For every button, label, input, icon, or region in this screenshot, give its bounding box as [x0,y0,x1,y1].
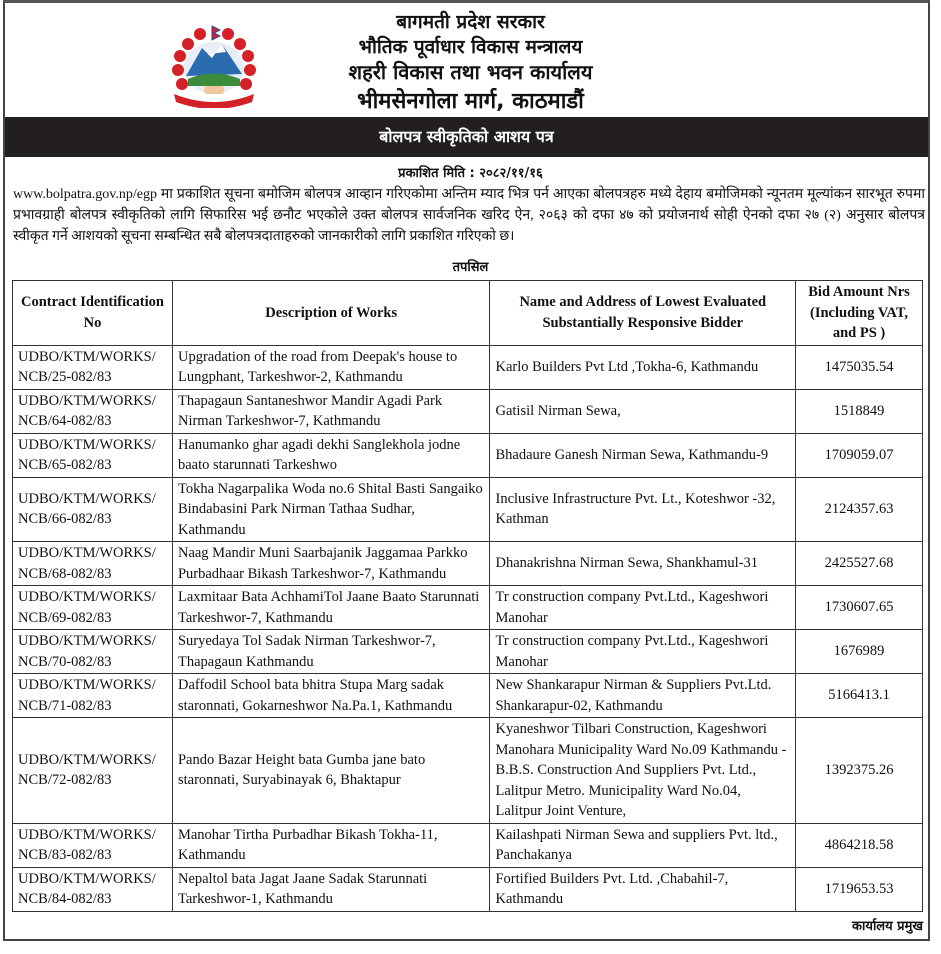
bidder-cell: Tr construction company Pvt.Ltd., Kageshwori Manohar [490,630,796,674]
bidder-cell: Inclusive Infrastructure Pvt. Lt., Koteshwor -32, Kathman [490,477,796,542]
description-cell: Thapagaun Santaneshwor Mandir Agadi Park Nirman Tarkeshwor-7, Kathmandu [172,389,490,433]
description-cell: Nepaltol bata Jagat Jaane Sadak Starunnati Tarkeshwor-1, Kathmandu [172,867,490,911]
description-cell: Laxmitaar Bata AchhamiTol Jaane Baato Starunnati Tarkeshwor-7, Kathmandu [172,586,490,630]
header-amount: Bid Amount Nrs (Including VAT, and PS ) [796,281,923,346]
amount-cell: 2425527.68 [796,542,923,586]
header-line-4: भीमसेनगोला मार्ग, काठमाडौं [357,89,584,114]
amount-cell: 1709059.07 [796,433,923,477]
bidder-cell: Fortified Builders Pvt. Ltd. ,Chabahil-7, Kathmandu [490,867,796,911]
header-description: Description of Works [172,281,490,346]
amount-cell: 1392375.26 [796,718,923,824]
header-line-1: बागमती प्रदेश सरकार [396,11,545,33]
table-row [13,867,923,911]
amount-cell: 1719653.53 [796,867,923,911]
notice-body: www.bolpatra.gov.np/egp मा प्रकाशित सूचना बमोजिम बोलपत्र आव्हान गरिएकोमा अन्तिम म्याद भित्र पर्न आएका बोलपत्रहरु मध्ये देहाय बमोजिमको न्यूनतम मूल्यांकन सारभूत रुपमा प्रभावग्राही बोलपत्र स्वीकृतिको लागि सिफारिस भई छनौट भएकोले उक्त बोलपत्र सार्वजनिक खरिद ऐन, २०६३ को दफा ४७ को प्रयोजनार्थ सोही ऐनको दफा २७ (२) अनुसार बोलपत्र स्वीकृत गर्ने आशयको सूचना सम्बन्धित सबै बोलपत्रदाताहरुको जानकारीको लागि प्रकाशित गरिएको छ। [13,187,925,244]
notice-title: बोलपत्र स्वीकृतिको आशय पत्र [5,117,928,157]
table-row [13,389,923,433]
header-bidder: Name and Address of Lowest Evaluated Substantially Responsive Bidder [490,281,796,346]
table-row [13,542,923,586]
contract-id-cell: UDBO/KTM/WORKS/NCB/68-082/83 [13,542,173,586]
table-row [13,433,923,477]
description-cell: Hanumanko ghar agadi dekhi Sanglekhola jodne baato starunnati Tarkeshwo [172,433,490,477]
description-cell: Upgradation of the road from Deepak's house to Lungphant, Tarkeshwor-2, Kathmandu [172,345,490,389]
bidder-cell: Kyaneshwor Tilbari Construction, Kageshwori Manohara Municipality Ward No.09 Kathmandu -B.B.S. Construction And Suppliers Pvt. Ltd., Lalitpur Metro. Municipality Ward No.04, Lalitpur Joint Venture, [490,718,796,824]
contract-id-cell: UDBO/KTM/WORKS/NCB/84-082/83 [13,867,173,911]
description-cell: Manohar Tirtha Purbadhar Bikash Tokha-11, Kathmandu [172,823,490,867]
table-row [13,477,923,542]
description-cell: Pando Bazar Height bata Gumba jane bato staronnati, Suryabinayak 6, Bhaktapur [172,718,490,824]
contract-id-cell: UDBO/KTM/WORKS/NCB/72-082/83 [13,718,173,824]
bidder-cell: Kailashpati Nirman Sewa and suppliers Pvt. ltd., Panchakanya [490,823,796,867]
contract-id-cell: UDBO/KTM/WORKS/NCB/83-082/83 [13,823,173,867]
contract-id-cell: UDBO/KTM/WORKS/NCB/71-082/83 [13,674,173,718]
contract-id-cell: UDBO/KTM/WORKS/NCB/65-082/83 [13,433,173,477]
amount-cell: 1676989 [796,630,923,674]
details-label: तपसिल [452,260,489,275]
bidder-cell: Tr construction company Pvt.Ltd., Kageshwori Manohar [490,586,796,630]
bidder-cell: Bhadaure Ganesh Nirman Sewa, Kathmandu-9 [490,433,796,477]
table-row [13,345,923,389]
table-row [13,586,923,630]
published-date: प्रकाशित मिति : २०८२/११/१६ [398,166,543,181]
contract-id-cell: UDBO/KTM/WORKS/NCB/66-082/83 [13,477,173,542]
bidder-cell: New Shankarapur Nirman & Suppliers Pvt.Ltd. Shankarapur-02, Kathmandu [490,674,796,718]
amount-cell: 1730607.65 [796,586,923,630]
contract-id-cell: UDBO/KTM/WORKS/NCB/64-082/83 [13,389,173,433]
contract-id-cell: UDBO/KTM/WORKS/NCB/69-082/83 [13,586,173,630]
table-header-row [13,281,923,346]
description-cell: Daffodil School bata bhitra Stupa Marg sadak staronnati, Gokarneshwor Na.Pa.1, Kathmandu [172,674,490,718]
amount-cell: 4864218.58 [796,823,923,867]
amount-cell: 5166413.1 [796,674,923,718]
bidder-cell: Dhanakrishna Nirman Sewa, Shankhamul-31 [490,542,796,586]
bidder-cell: Gatisil Nirman Sewa, [490,389,796,433]
contract-id-cell: UDBO/KTM/WORKS/NCB/70-082/83 [13,630,173,674]
contract-id-cell: UDBO/KTM/WORKS/NCB/25-082/83 [13,345,173,389]
table-row [13,674,923,718]
description-cell: Tokha Nagarpalika Woda no.6 Shital Basti Sangaiko Bindabasini Park Nirman Tathaa Sudhar, Kathmandu [172,477,490,542]
header-contract-id: Contract Identification No [13,281,173,346]
amount-cell: 1518849 [796,389,923,433]
table-row [13,823,923,867]
header-line-3: शहरी विकास तथा भवन कार्यालय [348,60,593,84]
bidder-cell: Karlo Builders Pvt Ltd ,Tokha-6, Kathmandu [490,345,796,389]
description-cell: Suryedaya Tol Sadak Nirman Tarkeshwor-7, Thapagaun Kathmandu [172,630,490,674]
table-row [13,718,923,824]
signature-office-chief: कार्यालय प्रमुख [852,919,923,934]
header-line-2: भौतिक पूर्वाधार विकास मन्त्रालय [358,36,583,58]
amount-cell: 1475035.54 [796,345,923,389]
amount-cell: 2124357.63 [796,477,923,542]
bid-table [12,280,923,912]
description-cell: Naag Mandir Muni Saarbajanik Jaggamaa Parkko Purbadhaar Bikash Tarkeshwor-7, Kathmandu [172,542,490,586]
table-row [13,630,923,674]
